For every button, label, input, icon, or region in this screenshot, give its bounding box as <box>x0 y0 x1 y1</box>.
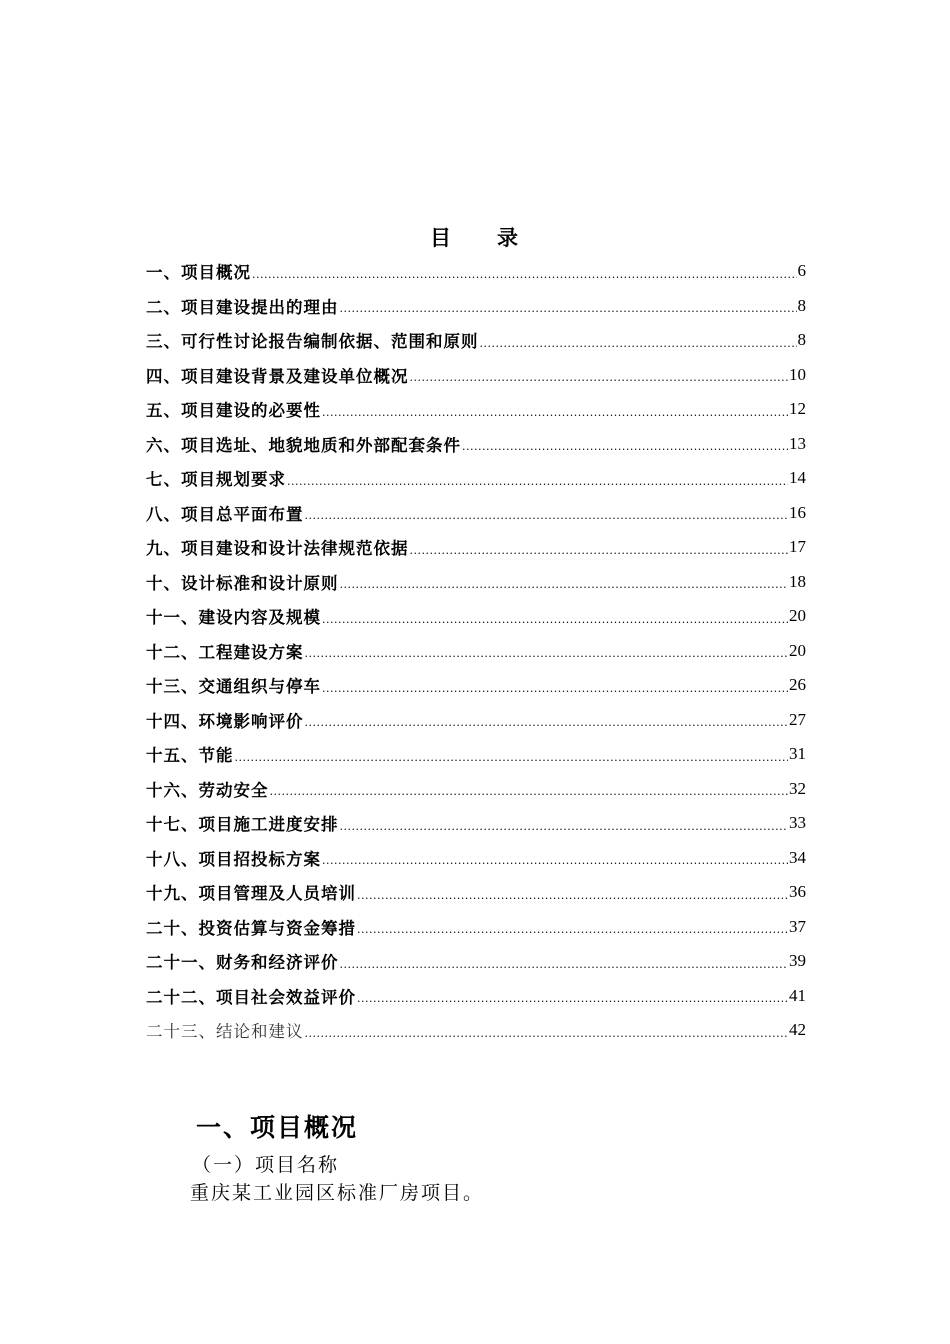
dot-leader <box>270 785 789 798</box>
toc-entry-page: 10 <box>789 364 806 384</box>
toc-entry[interactable] <box>146 1013 806 1048</box>
toc-entry-label: 八、项目总平面布置 <box>146 504 304 524</box>
toc-entry-label: 十三、交通组织与停车 <box>146 677 321 697</box>
toc-entry[interactable] <box>146 806 806 841</box>
dot-leader <box>480 337 797 350</box>
toc-entry-page: 16 <box>789 502 806 522</box>
toc-entry[interactable] <box>146 427 806 462</box>
toc-entry-page: 42 <box>789 1020 806 1040</box>
toc-entry-label: 九、项目建设和设计法律规范依据 <box>146 539 409 559</box>
toc-entry-label: 十五、节能 <box>146 746 234 766</box>
dot-leader <box>357 923 788 936</box>
toc-entry[interactable] <box>146 703 806 738</box>
toc-entry-page: 26 <box>789 675 806 695</box>
toc-entry-label: 十八、项目招投标方案 <box>146 849 321 869</box>
toc-entry[interactable] <box>146 737 806 772</box>
toc-entry-page: 34 <box>789 847 806 867</box>
toc-entry[interactable] <box>146 461 806 496</box>
dot-leader <box>305 1027 789 1040</box>
toc-entry[interactable] <box>146 668 806 703</box>
dot-leader <box>462 440 788 453</box>
toc-entry-label: 一、项目概况 <box>146 263 251 283</box>
toc-entry[interactable] <box>146 634 806 669</box>
toc-entry[interactable] <box>146 944 806 979</box>
toc-entry-label: 七、项目规划要求 <box>146 470 286 490</box>
toc-entry-label: 十九、项目管理及人员培训 <box>146 884 356 904</box>
dot-leader <box>322 613 788 626</box>
dot-leader <box>340 302 797 315</box>
toc-entry-label: 二十二、项目社会效益评价 <box>146 987 356 1007</box>
toc-entry-page: 27 <box>789 709 806 729</box>
toc-entry-label: 十四、环境影响评价 <box>146 711 304 731</box>
dot-leader <box>322 854 788 867</box>
toc-entry[interactable] <box>146 254 806 289</box>
toc-entry-label: 二十、投资估算与资金筹措 <box>146 918 356 938</box>
toc-entry-label: 十一、建设内容及规模 <box>146 608 321 628</box>
toc-entry-page: 8 <box>797 295 806 315</box>
dot-leader <box>305 647 789 660</box>
toc-entry[interactable] <box>146 841 806 876</box>
toc-entry-page: 14 <box>789 468 806 488</box>
section-heading: 一、项目概况 <box>196 1113 359 1142</box>
dot-leader <box>322 682 788 695</box>
dot-leader <box>252 268 797 281</box>
toc-entry-label: 五、项目建设的必要性 <box>146 401 321 421</box>
toc-entry-page: 20 <box>789 640 806 660</box>
toc-entry-page: 6 <box>797 261 806 281</box>
toc-entry-label: 十六、劳动安全 <box>146 780 269 800</box>
toc-entry-label: 三、可行性讨论报告编制依据、范围和原则 <box>146 332 479 352</box>
dot-leader <box>340 958 789 971</box>
toc-entry-page: 39 <box>789 951 806 971</box>
toc-entry[interactable] <box>146 323 806 358</box>
toc-entry-page: 32 <box>789 778 806 798</box>
toc-entry[interactable] <box>146 910 806 945</box>
toc-entry-label: 十二、工程建设方案 <box>146 642 304 662</box>
toc-entry-page: 17 <box>789 537 806 557</box>
toc-entry[interactable] <box>146 530 806 565</box>
toc-entry-label: 十、设计标准和设计原则 <box>146 573 339 593</box>
toc-entry-page: 41 <box>789 985 806 1005</box>
body-paragraph: 重庆某工业园区标准厂房项目。 <box>190 1182 485 1204</box>
toc-entry-label: 四、项目建设背景及建设单位概况 <box>146 366 409 386</box>
toc-entry[interactable] <box>146 565 806 600</box>
toc-entry[interactable] <box>146 875 806 910</box>
toc-entry-label: 二十三、结论和建议 <box>146 1022 304 1042</box>
toc-title-right: 录 <box>497 225 520 250</box>
toc-entry-page: 31 <box>789 744 806 764</box>
toc-entry-page: 8 <box>797 330 806 350</box>
dot-leader <box>410 371 789 384</box>
toc-entry-page: 20 <box>789 606 806 626</box>
dot-leader <box>410 544 789 557</box>
toc-entry[interactable] <box>146 289 806 324</box>
toc-entry[interactable] <box>146 496 806 531</box>
toc-title <box>0 222 950 252</box>
dot-leader <box>340 578 789 591</box>
toc-entry-label: 二十一、财务和经济评价 <box>146 953 339 973</box>
toc-entry-page: 18 <box>789 571 806 591</box>
toc-entry-label: 六、项目选址、地貌地质和外部配套条件 <box>146 435 461 455</box>
toc-entry-page: 37 <box>789 916 806 936</box>
dot-leader <box>235 751 789 764</box>
toc-entry-label: 二、项目建设提出的理由 <box>146 297 339 317</box>
dot-leader <box>357 889 788 902</box>
section-subheading: （一）项目名称 <box>192 1154 340 1176</box>
dot-leader <box>305 716 789 729</box>
dot-leader <box>322 406 788 419</box>
toc-title-left: 目 <box>430 225 453 250</box>
toc-entry[interactable] <box>146 979 806 1014</box>
toc-entry[interactable] <box>146 392 806 427</box>
toc-entry[interactable] <box>146 358 806 393</box>
dot-leader <box>357 992 788 1005</box>
toc-entry-page: 36 <box>789 882 806 902</box>
toc-entry[interactable] <box>146 772 806 807</box>
table-of-contents <box>146 254 806 1048</box>
dot-leader <box>287 475 788 488</box>
toc-entry-page: 33 <box>789 813 806 833</box>
dot-leader <box>305 509 789 522</box>
toc-entry-page: 13 <box>789 433 806 453</box>
toc-entry[interactable] <box>146 599 806 634</box>
toc-entry-label: 十七、项目施工进度安排 <box>146 815 339 835</box>
dot-leader <box>340 820 789 833</box>
toc-entry-page: 12 <box>789 399 806 419</box>
